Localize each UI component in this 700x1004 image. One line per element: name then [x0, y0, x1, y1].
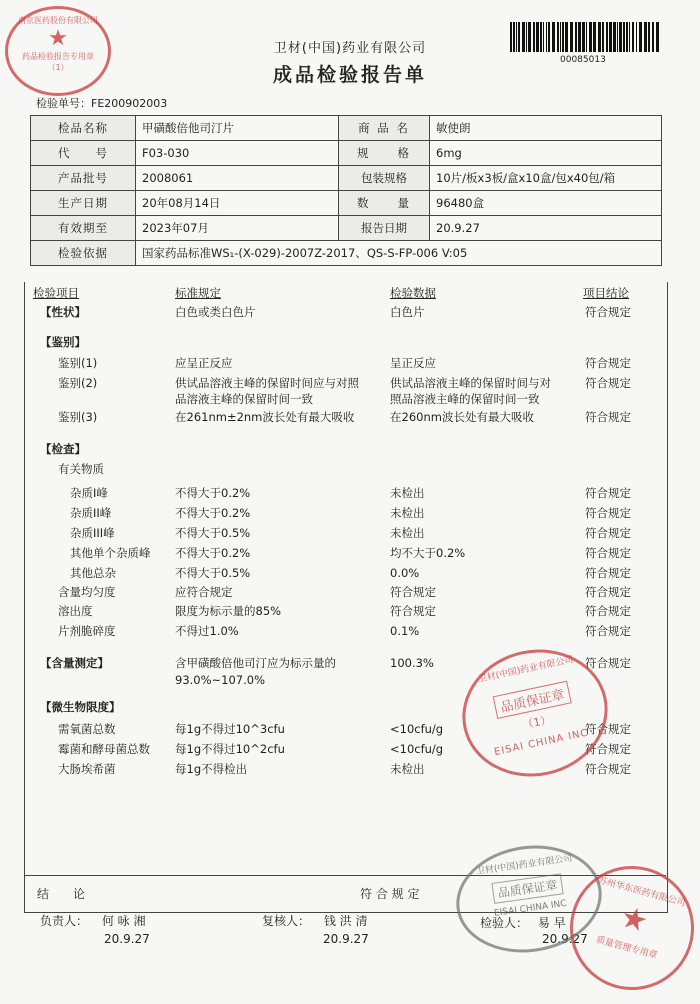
row-standard: 93.0%~107.0% — [175, 673, 266, 687]
inspector-name: 易 早 — [537, 916, 566, 930]
company-name: 卫材(中国)药业有限公司 — [273, 41, 427, 56]
stamp-text: 品质保证章 — [491, 873, 563, 904]
barcode-bar — [639, 22, 642, 52]
batch-value: 2008061 — [136, 166, 339, 191]
barcode-bar — [548, 22, 550, 52]
row-data: 0.1% — [390, 624, 420, 638]
col-header-data: 检验数据 — [390, 286, 436, 300]
reviewer-signature — [262, 912, 367, 929]
row-conclusion: 符合规定 — [585, 305, 631, 319]
row-data: 未检出 — [390, 486, 425, 500]
barcode-bar — [528, 22, 531, 52]
barcode-bar — [578, 22, 581, 52]
row-standard: 不得过1.0% — [175, 624, 239, 638]
row-conclusion: 符合规定 — [585, 624, 631, 638]
page-title: 成品检验报告单 — [272, 64, 427, 86]
row-item: 霉菌和酵母菌总数 — [58, 742, 150, 756]
responsible-signature — [40, 912, 145, 929]
barcode-bar — [623, 22, 625, 52]
expiry-value: 2023年07月 — [136, 216, 339, 241]
row-data: 供试品溶液主峰的保留时间与对 — [390, 376, 551, 390]
barcode-bar — [626, 22, 628, 52]
row-item: 溶出度 — [58, 604, 93, 618]
report-number-label: 检验单号： — [36, 97, 91, 110]
barcode-bar — [543, 22, 544, 52]
row-conclusion: 符合规定 — [585, 506, 631, 520]
responsible-date: 20.9.27 — [104, 932, 150, 946]
row-data: 白色片 — [390, 305, 425, 319]
row-item: 鉴别(2) — [58, 376, 98, 390]
barcode-bar — [648, 22, 650, 52]
row-standard: 含甲磺酸倍他司汀应为标示量的 — [175, 656, 336, 670]
stamp-text: 卫材(中国)药业有限公司 — [475, 853, 574, 878]
row-item: 大肠埃希菌 — [58, 762, 116, 776]
reviewer-name: 钱 洪 清 — [323, 914, 368, 928]
barcode-bar — [613, 22, 616, 52]
barcode-bar — [513, 22, 515, 52]
barcode-bar — [593, 22, 596, 52]
barcode-bar — [656, 22, 659, 52]
basis-value: 国家药品标准WS₁-(X-029)-2007Z-2017、QS-S-FP-006 V:05 — [136, 241, 662, 266]
row-item: 鉴别(3) — [58, 410, 98, 424]
row-standard: 在261nm±2nm波长处有最大吸收 — [175, 410, 355, 424]
row-data: 未检出 — [390, 762, 425, 776]
row-item: 鉴别(1) — [58, 356, 98, 370]
mfg-date-value: 20年08月14日 — [136, 191, 339, 216]
stamp-text: 药品检验报告专用章 — [22, 52, 94, 61]
spec-value: 6mg — [430, 141, 662, 166]
row-conclusion: 符合规定 — [585, 356, 631, 370]
report-number — [36, 95, 167, 111]
row-standard: 白色或类白色片 — [175, 305, 256, 319]
barcode-bar — [575, 22, 577, 52]
barcode-bar — [565, 22, 568, 52]
report-date-value: 20.9.27 — [430, 216, 662, 241]
row-conclusion: 符合规定 — [585, 742, 631, 756]
barcode-bar — [536, 22, 539, 52]
product-name: 甲磺酸倍他司汀片 — [136, 116, 339, 141]
row-data: 0.0% — [390, 566, 420, 580]
conclusion-label: 结 论 — [37, 887, 86, 901]
stamp-text: 卫材(中国)药业有限公司 — [477, 654, 575, 685]
row-item: 杂质I峰 — [70, 486, 108, 500]
row-data: 100.3% — [390, 656, 434, 670]
row-standard: 应呈正反应 — [175, 356, 233, 370]
stamp-text: （1） — [521, 712, 553, 732]
quantity-label: 数 量 — [339, 191, 430, 216]
package-value: 10片/板x3板/盒x10盒/包x40包/箱 — [430, 166, 662, 191]
row-conclusion: 符合规定 — [585, 526, 631, 540]
star-icon: ★ — [48, 26, 68, 51]
code-value: F03-030 — [136, 141, 339, 166]
row-data: <10cfu/g — [390, 722, 444, 736]
row-item: 片剂脆碎度 — [58, 624, 116, 638]
row-conclusion: 符合规定 — [585, 604, 631, 618]
barcode-bar — [546, 22, 547, 52]
inspector-date: 20.9.27 — [542, 932, 588, 946]
row-item: 需氧菌总数 — [58, 722, 116, 736]
barcode-bar — [617, 22, 618, 52]
mfg-date-label: 生产日期 — [31, 191, 136, 216]
expiry-label: 有效期至 — [31, 216, 136, 241]
barcode — [510, 22, 660, 52]
row-item: 杂质III峰 — [70, 526, 115, 540]
barcode-bar — [602, 22, 604, 52]
stamp-text: 南京医药股份有限公司 — [18, 16, 98, 25]
barcode-bar — [632, 22, 634, 52]
info-table — [30, 115, 662, 266]
row-item: 杂质II峰 — [70, 506, 112, 520]
row-standard: 品溶液主峰的保留时间一致 — [175, 392, 313, 406]
row-data: 符合规定 — [390, 604, 436, 618]
row-data: 照品溶液主峰的保留时间一致 — [390, 392, 540, 406]
product-name-label: 检品名称 — [31, 116, 136, 141]
stamp-text: 品质保证章 — [493, 681, 571, 719]
row-data: 在260nm波长处有最大吸收 — [390, 410, 534, 424]
row-standard: 限度为标示量的85% — [175, 604, 282, 618]
barcode-number: 00085013 — [560, 55, 606, 65]
stamp-text: EISAI CHINA INC — [493, 898, 568, 919]
inspector-label: 检验人： — [480, 916, 529, 930]
trade-name-label: 商 品 名 — [339, 116, 430, 141]
trade-name: 敏使朗 — [430, 116, 662, 141]
row-standard: 不得大于0.2% — [175, 546, 251, 560]
star-icon: ★ — [616, 899, 652, 941]
barcode-bar — [516, 22, 517, 52]
barcode-bar — [533, 22, 535, 52]
row-item: 【微生物限度】 — [40, 700, 121, 714]
barcode-bar — [652, 22, 654, 52]
row-data: 均不大于0.2% — [390, 546, 466, 560]
row-item: 【性状】 — [40, 305, 86, 319]
barcode-bar — [586, 22, 587, 52]
row-item: 有关物质 — [58, 462, 104, 476]
report-number-value: FE200902003 — [91, 97, 168, 110]
report-date-label: 报告日期 — [339, 216, 430, 241]
stamp-text: 苏州华东医药有限公司 — [596, 875, 687, 909]
row-standard: 每1g不得过10^2cfu — [175, 742, 285, 756]
barcode-bar — [560, 22, 561, 52]
row-item: 其他单个杂质峰 — [70, 546, 151, 560]
barcode-bar — [510, 22, 512, 52]
row-conclusion: 符合规定 — [585, 546, 631, 560]
code-label: 代 号 — [31, 141, 136, 166]
row-conclusion: 符合规定 — [585, 656, 631, 670]
row-item: 【含量测定】 — [40, 656, 109, 670]
reviewer-label: 复核人： — [262, 914, 311, 928]
row-data: <10cfu/g — [390, 742, 444, 756]
row-standard: 供试品溶液主峰的保留时间应与对照 — [175, 376, 359, 390]
row-item: 【检查】 — [40, 442, 86, 456]
row-conclusion: 符合规定 — [585, 376, 631, 390]
row-standard: 不得大于0.5% — [175, 566, 251, 580]
spec-label: 规 格 — [339, 141, 430, 166]
barcode-bar — [629, 22, 630, 52]
responsible-name: 何 咏 湘 — [101, 914, 146, 928]
quantity-value: 96480盒 — [430, 191, 662, 216]
row-conclusion: 符合规定 — [585, 410, 631, 424]
row-standard: 不得大于0.2% — [175, 486, 251, 500]
barcode-bar — [619, 22, 622, 52]
basis-label: 检验依据 — [31, 241, 136, 266]
col-header-standard: 标准规定 — [175, 286, 221, 300]
barcode-bar — [540, 22, 542, 52]
row-data: 呈正反应 — [390, 356, 436, 370]
row-conclusion: 符合规定 — [585, 722, 631, 736]
row-standard: 应符合规定 — [175, 585, 233, 599]
barcode-bar — [609, 22, 612, 52]
col-header-item: 检验项目 — [33, 286, 79, 300]
barcode-bar — [636, 22, 637, 52]
reviewer-date: 20.9.27 — [323, 932, 369, 946]
row-data: 未检出 — [390, 506, 425, 520]
barcode-bar — [557, 22, 559, 52]
barcode-bar — [526, 22, 527, 52]
conclusion-value: 符 合 规 定 — [360, 887, 420, 901]
row-item: 其他总杂 — [70, 566, 116, 580]
row-conclusion: 符合规定 — [585, 566, 631, 580]
package-label: 包装规格 — [339, 166, 430, 191]
barcode-bar — [582, 22, 585, 52]
row-item: 【鉴别】 — [40, 335, 86, 349]
row-standard: 每1g不得过10^3cfu — [175, 722, 285, 736]
row-conclusion: 符合规定 — [585, 762, 631, 776]
barcode-bar — [589, 22, 592, 52]
col-header-conclusion: 项目结论 — [583, 286, 629, 300]
row-standard: 不得大于0.2% — [175, 506, 251, 520]
barcode-bar — [522, 22, 525, 52]
batch-label: 产品批号 — [31, 166, 136, 191]
barcode-bar — [552, 22, 555, 52]
barcode-bar — [644, 22, 647, 52]
row-data: 符合规定 — [390, 585, 436, 599]
row-conclusion: 符合规定 — [585, 486, 631, 500]
barcode-bar — [598, 22, 601, 52]
stamp-text: （1） — [47, 63, 69, 72]
barcode-bar — [570, 22, 573, 52]
stamp-text: 质量管理专用章 — [594, 935, 659, 962]
responsible-label: 负责人： — [40, 914, 89, 928]
row-item: 含量均匀度 — [58, 585, 116, 599]
barcode-bar — [562, 22, 564, 52]
row-data: 未检出 — [390, 526, 425, 540]
row-standard: 每1g不得检出 — [175, 762, 248, 776]
barcode-bar — [518, 22, 520, 52]
row-standard: 不得大于0.5% — [175, 526, 251, 540]
row-conclusion: 符合规定 — [585, 585, 631, 599]
barcode-bar — [606, 22, 608, 52]
stamp-text: EISAI CHINA INC — [493, 727, 590, 759]
